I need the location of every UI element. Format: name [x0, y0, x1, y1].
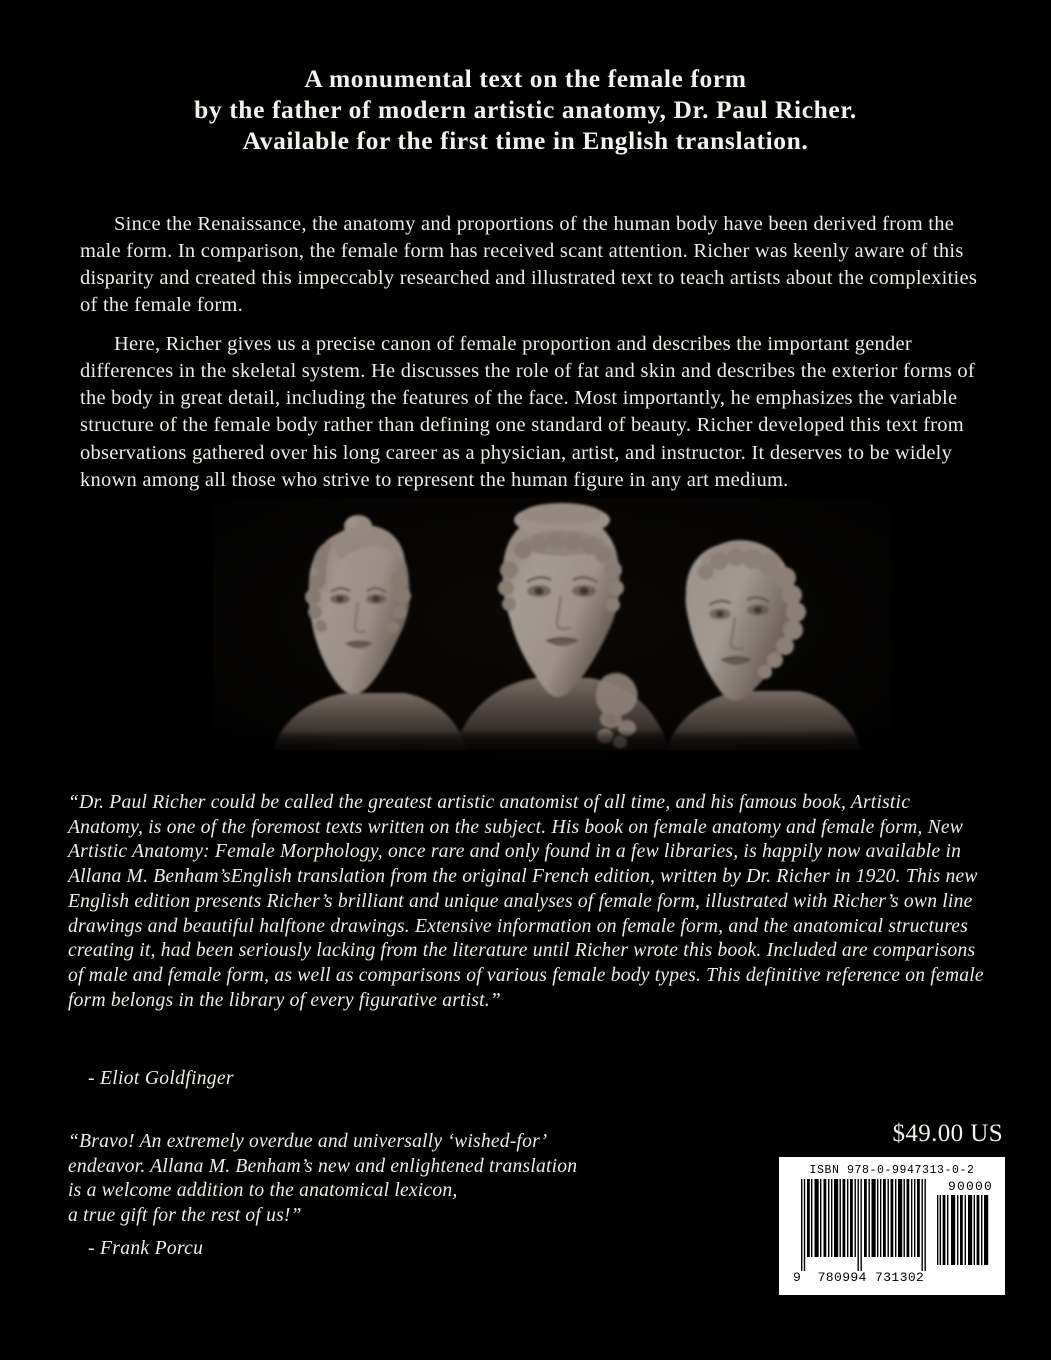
review-quote-2-line-2: endeavor. Allana M. Benham’s new and enlightened translation [68, 1155, 578, 1177]
headline-line-1: A monumental text on the female form [304, 64, 747, 93]
review-quote-2-line-3: is a welcome addition to the anatomical lexicon, [68, 1180, 458, 1202]
review-quote-2-line-4: a true gift for the rest of us!” [68, 1205, 302, 1227]
page-title [0, 63, 1051, 156]
blurb-paragraph-1: Since the Renaissance, the anatomy and proportions of the human body have been derived from the male form. In comparison, the female form has received scant attention. Richer was keenly aware of this disparity and created this impeccably researched and illustrated text to teach artists about the complexities of the female form. [80, 212, 978, 317]
ean-digits-text: 9 780994 731302 [793, 1270, 925, 1285]
headline-line-2: by the father of modern artistic anatomy, Dr. Paul Richer. [194, 95, 857, 124]
review-quote-2 [68, 1130, 768, 1229]
barcode-extension-text: 90000 [947, 1179, 993, 1194]
ean5-addon-bars [937, 1195, 989, 1265]
isbn-text: ISBN 978-0-9947313-0-2 [809, 1164, 975, 1177]
blurb-paragraph-2: Here, Richer gives us a precise canon of female proportion and describes the important gender differences in the skeletal system. He discusses the role of fat and skin and describes the exterior forms of the body in great detail, including the features of the face. Most importantly, he emphasizes the variable structure of the female body rather than defining one standard of beauty. Richer developed this text from observations gathered over his long career as a physician, artist, and instructor. It deserves to be widely known among all those who strive to represent the human figure in any art medium. [80, 332, 976, 491]
review-quote-1 [68, 791, 988, 1013]
busts-illustration [213, 498, 890, 768]
price-label: $49.00 US [892, 1120, 1003, 1147]
review-attribution-1: - Eliot Goldfinger [88, 1068, 234, 1089]
review-quote-1-text: “Dr. Paul Richer could be called the greatest artistic anatomist of all time, and his famous book, Artistic Anatomy, is one of the foremost texts written on the subject. His book on female anatomy and female form, New Artistic Anatomy: Female Morphology, once rare and only found in a few libraries, is happily now available in Allana M. Benham’sEnglish translation from the original French edition, written by Dr. Richer in 1920. This new English edition presents Richer’s brilliant and unique analyses of female form, illustrated with Richer’s own line drawings and beautiful halftone drawings. Extensive information on female form, and the anatomical structures creating it, had been seriously lacking from the literature until Richer wrote this book. Included are comparisons of male and female form, as well as comparisons of various female body types. This definitive reference on female form belongs in the library of every figurative artist.” [68, 792, 984, 1011]
review-quote-2-line-1: “Bravo! An extremely overdue and universally ‘wished-for’ [68, 1131, 548, 1152]
headline-line-3: Available for the first time in English translation. [242, 126, 809, 155]
barcode-block [779, 1157, 1005, 1295]
review-attribution-2: - Frank Porcu [88, 1238, 204, 1259]
ean13-bars [801, 1179, 926, 1271]
marble-busts-photo [213, 498, 890, 768]
